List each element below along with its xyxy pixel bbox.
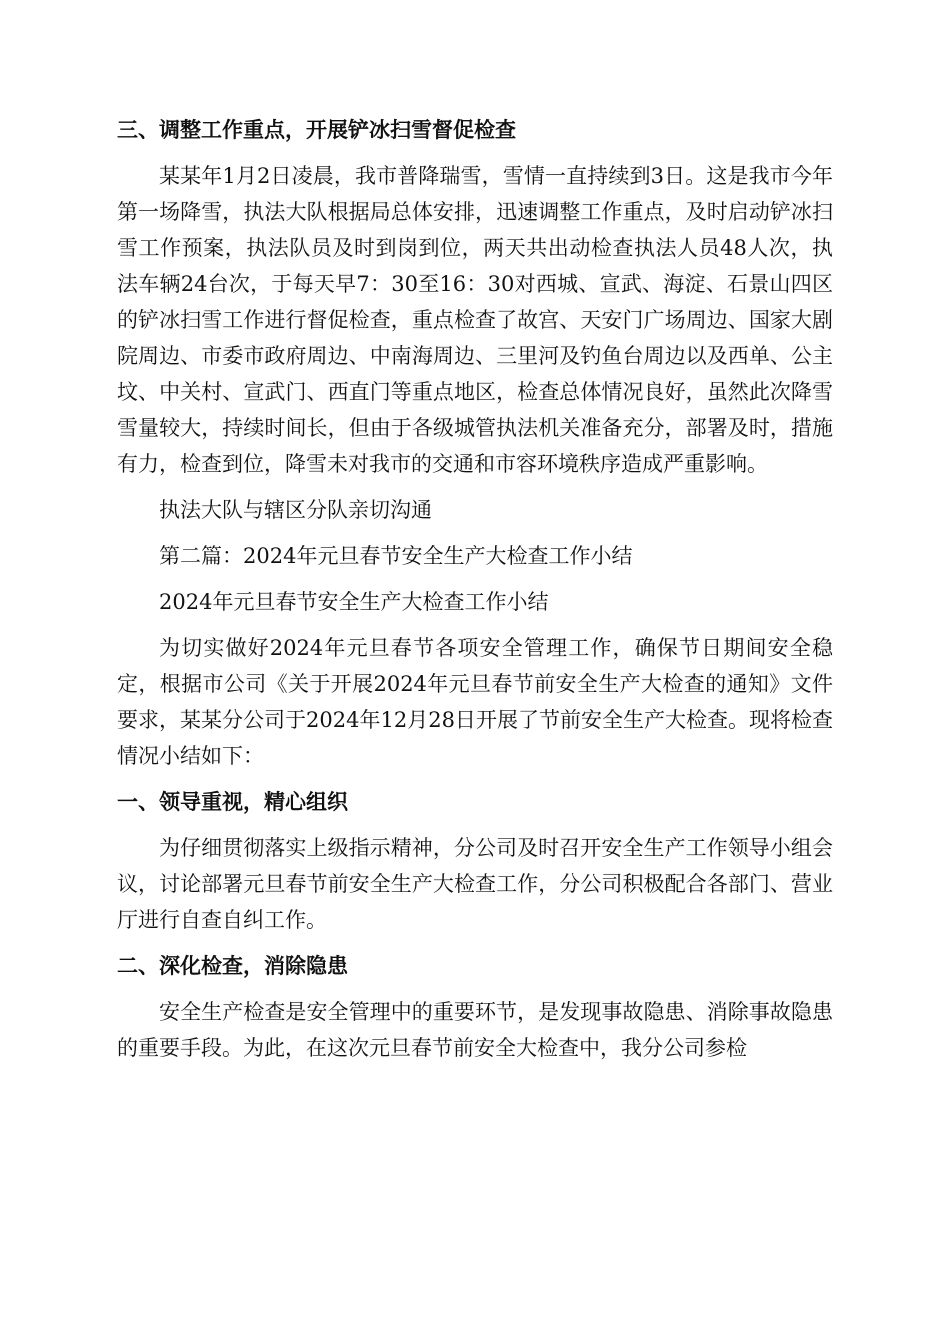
section-heading-3: 三、调整工作重点，开展铲冰扫雪督促检查 — [117, 118, 516, 142]
paragraph-snow-inspection: 某某年1月2日凌晨，我市普降瑞雪，雪情一直持续到3日。这是我市今年第一场降雪，执法大队根据局总体安排，迅速调整工作重点，及时启动铲冰扫雪工作预案，执法队员及时到岗到位，两天共出动检查执法人员48人次，执法车辆24台次，于每天早7：30至16：30对西城、宣武、海淀、石景山四区的铲冰扫雪工作进行督促检查，重点检查了故宫、天安门广场周边、国家大剧院周边、市委市政府周边、中南海周边、三里河及钓鱼台周边以及西单、公主坟、中关村、宣武门、西直门等重点地区，检查总体情况良好，虽然此次降雪雪量较大，持续时间长，但由于各级城管执法机关准备充分，部署及时，措施有力，检查到位，降雪未对我市的交通和市容环境秩序造成严重影响。 — [117, 164, 833, 476]
paragraph-leadership: 为仔细贯彻落实上级指示精神，分公司及时召开安全生产工作领导小组会议，讨论部署元旦春节前安全生产大检查工作，分公司积极配合各部门、营业厅进行自查自纠工作。 — [117, 836, 833, 932]
document-body — [117, 112, 833, 1076]
section-heading-2: 二、深化检查，消除隐患 — [117, 954, 348, 978]
paragraph-communication: 执法大队与辖区分队亲切沟通 — [159, 498, 432, 522]
summary-title: 2024年元旦春节安全生产大检查工作小结 — [159, 590, 549, 614]
paragraph-intro: 为切实做好2024年元旦春节各项安全管理工作，确保节日期间安全稳定，根据市公司《关于开展2024年元旦春节前安全生产大检查的通知》文件要求，某某分公司于2024年12月28日开展了节前安全生产大检查。现将检查情况小结如下： — [117, 636, 833, 768]
paragraph-deep-inspection: 安全生产检查是安全管理中的重要环节，是发现事故隐患、消除事故隐患的重要手段。为此，在这次元旦春节前安全大检查中，我分公司参检 — [117, 1000, 833, 1060]
second-article-title: 第二篇：2024年元旦春节安全生产大检查工作小结 — [159, 544, 633, 568]
section-heading-1: 一、领导重视，精心组织 — [117, 790, 348, 814]
